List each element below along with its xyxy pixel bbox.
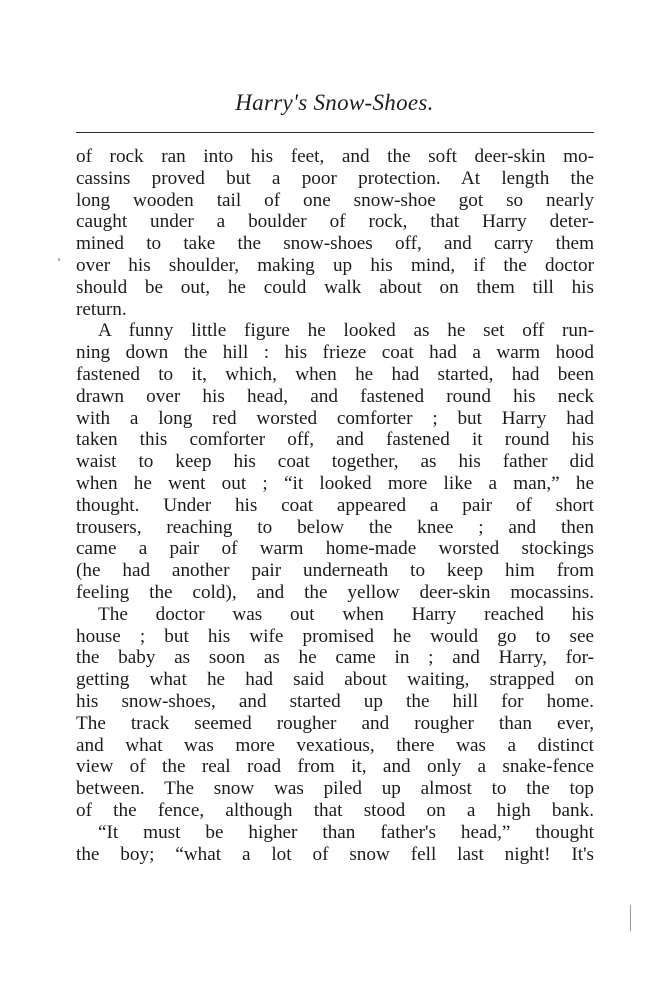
body-text: [76, 146, 594, 865]
text-line: over his shoulder, making up his mind, if the doctor: [76, 254, 594, 276]
text-line: house ; but his wife promised he would go to see: [76, 625, 594, 647]
text-line: ning down the hill : his frieze coat had a warm hood: [76, 342, 594, 364]
text-line: “It must be higher than father's head,” thought: [98, 821, 594, 843]
text-line: trousers, reaching to below the knee ; and then: [76, 516, 594, 538]
text-line: the baby as soon as he came in ; and Harry, for-: [76, 647, 594, 669]
text-line: when he went out ; “it looked more like a man,” he: [76, 472, 594, 494]
text-line: view of the real road from it, and only a snake-fence: [76, 756, 594, 778]
text-line: A funny little figure he looked as he set off run-: [98, 320, 594, 342]
margin-mark: [630, 905, 631, 931]
text-line: The track seemed rougher and rougher than ever,: [76, 712, 594, 734]
text-line: and what was more vexatious, there was a distinct: [76, 734, 594, 756]
text-line: long wooden tail of one snow-shoe got so nearly: [76, 189, 594, 211]
text-line: of rock ran into his feet, and the soft deer-skin mo-: [76, 146, 594, 167]
text-line: taken this comforter off, and fastened it round his: [76, 429, 594, 451]
text-line: thought. Under his coat appeared a pair of short: [76, 494, 594, 516]
text-line: came a pair of warm home-made worsted stockings: [76, 538, 594, 560]
running-head: Harry's Snow-Shoes.: [235, 90, 434, 115]
text-line: (he had another pair underneath to keep him from: [76, 560, 594, 582]
page-speck: [58, 258, 60, 261]
text-line: mined to take the snow-shoes off, and carry them: [76, 233, 594, 255]
text-line: feeling the cold), and the yellow deer-skin mocassins.: [76, 581, 594, 603]
text-line: return.: [76, 298, 127, 320]
header-rule: [76, 132, 594, 133]
text-line: caught under a boulder of rock, that Harry deter-: [76, 211, 594, 233]
text-line: of the fence, although that stood on a high bank.: [76, 799, 594, 821]
text-line: getting what he had said about waiting, strapped on: [76, 669, 594, 691]
text-line: drawn over his head, and fastened round his neck: [76, 385, 594, 407]
text-line: should be out, he could walk about on them till his: [76, 276, 594, 298]
text-line: waist to keep his coat together, as his father did: [76, 451, 594, 473]
text-line: with a long red worsted comforter ; but Harry had: [76, 407, 594, 429]
text-line: The doctor was out when Harry reached his: [98, 603, 594, 625]
text-line: between. The snow was piled up almost to the top: [76, 778, 594, 800]
text-line: his snow-shoes, and started up the hill for home.: [76, 690, 594, 712]
text-line: fastened to it, which, when he had started, had been: [76, 363, 594, 385]
text-line: the boy; “what a lot of snow fell last night! It's: [76, 843, 594, 865]
text-line: cassins proved but a poor protection. At length the: [76, 167, 594, 189]
